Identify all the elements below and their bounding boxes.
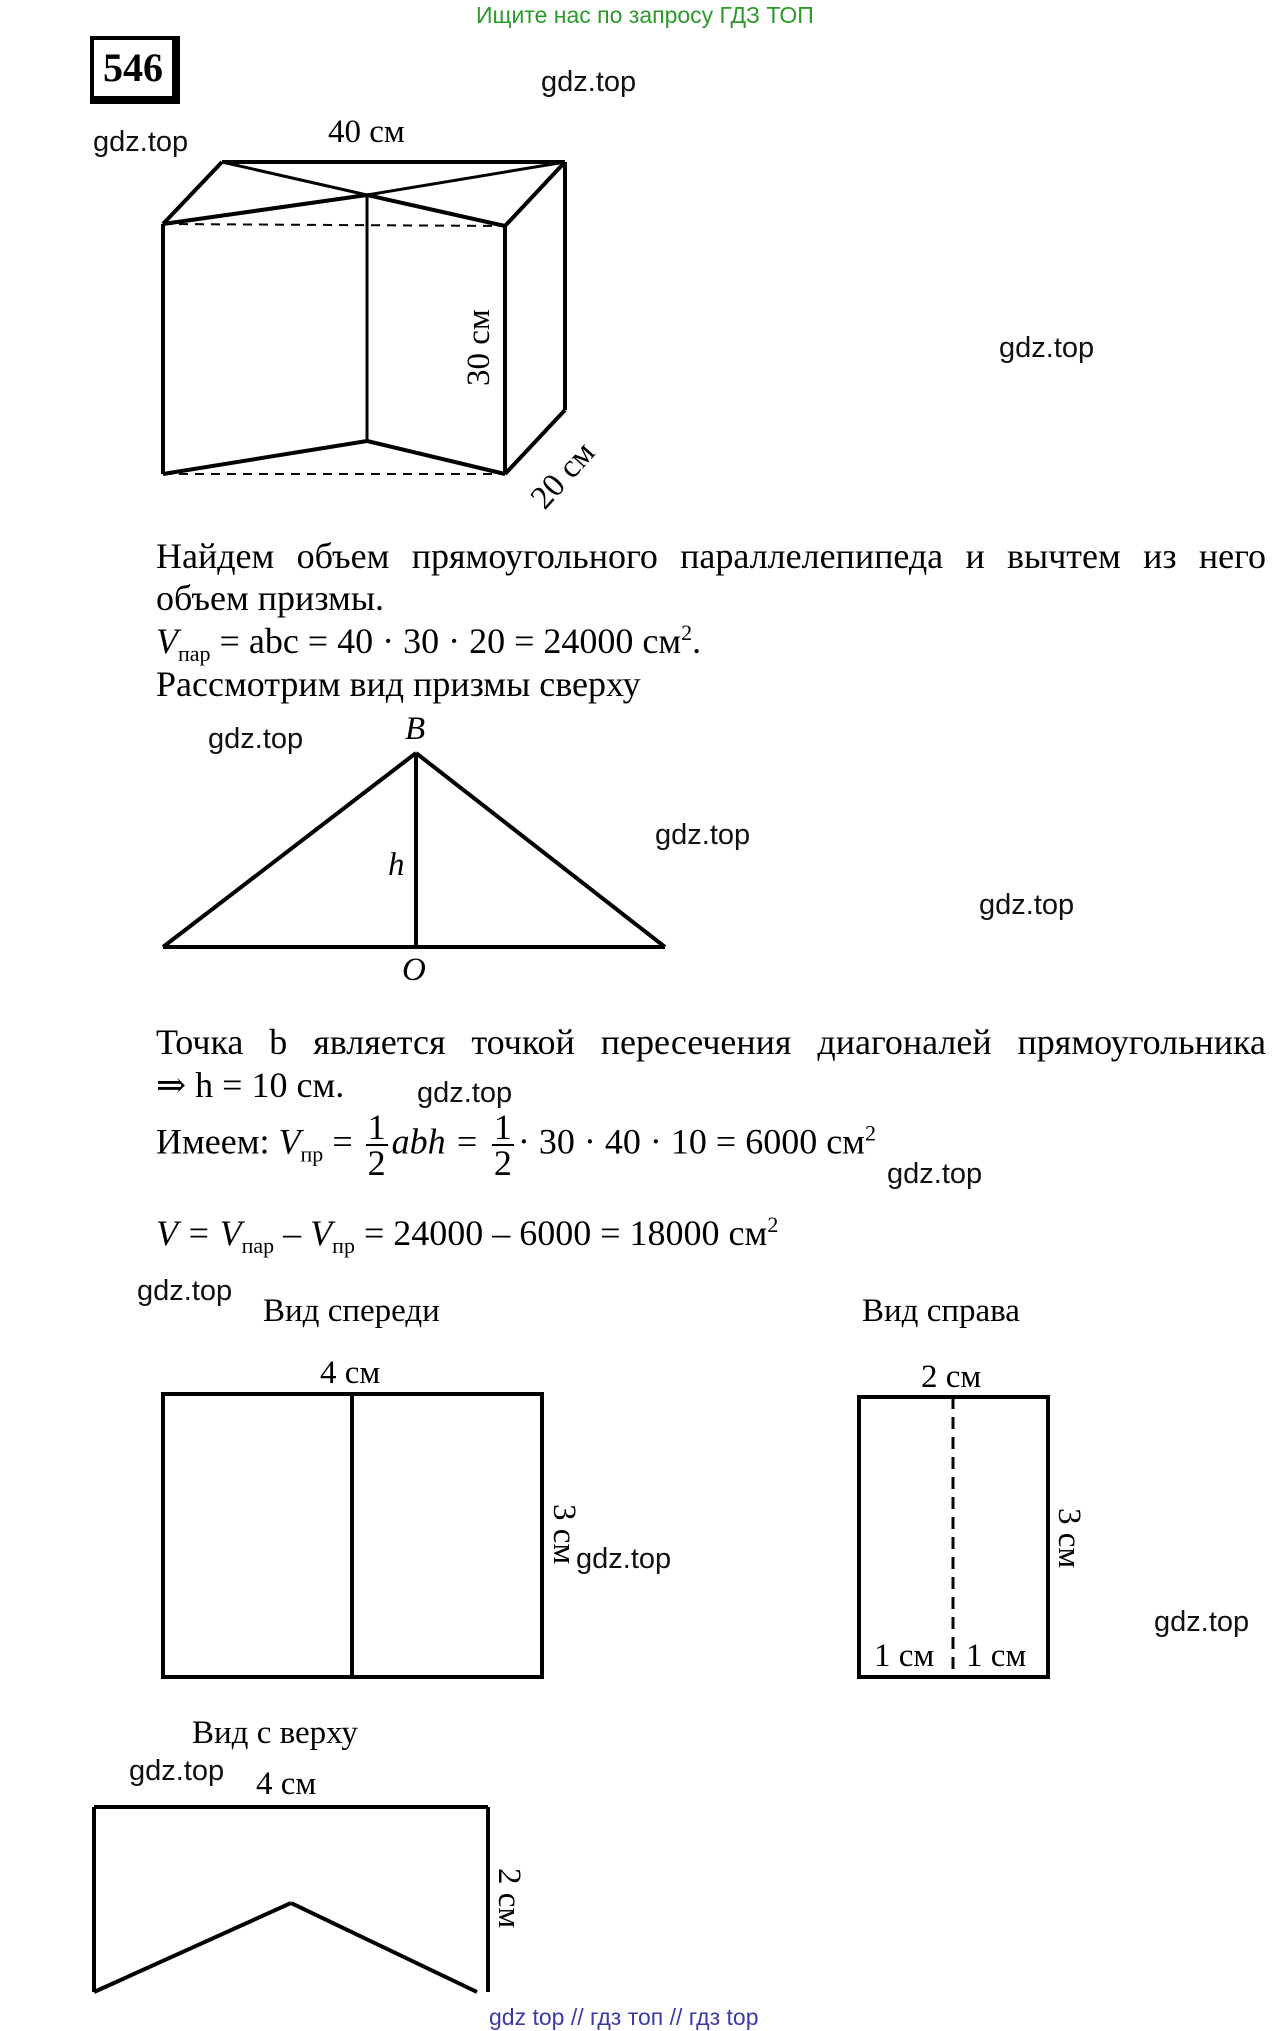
fraction-denominator: 2 — [367, 1143, 386, 1183]
front-view-height: 3 см — [546, 1504, 582, 1565]
fraction — [492, 1107, 514, 1183]
front-view-figure — [163, 1394, 542, 1677]
figure1-depth-label: 20 см — [524, 434, 603, 517]
right-view-width: 2 см — [921, 1359, 982, 1395]
watermark[interactable]: gdz.top — [655, 819, 751, 851]
formula-mid: abh = — [391, 1121, 479, 1162]
watermark[interactable]: gdz.top — [1154, 1606, 1250, 1638]
triangle-apex-label: B — [405, 711, 426, 747]
formula-volume-box — [156, 620, 701, 667]
top-view-title: Вид с верху — [192, 1715, 358, 1751]
front-view-width: 4 см — [320, 1355, 381, 1391]
paragraph-line: ⇒ h = 10 см. — [156, 1065, 345, 1105]
formula-sup: 2 — [864, 1120, 876, 1146]
fraction — [366, 1107, 388, 1183]
watermark[interactable]: gdz.top — [417, 1077, 513, 1109]
top-view-width: 4 см — [256, 1766, 317, 1802]
watermark[interactable]: gdz.top — [541, 66, 637, 98]
watermark[interactable]: gdz.top — [576, 1543, 672, 1575]
formula-rhs: = 24000 – 6000 = 18000 см — [354, 1213, 768, 1253]
watermark[interactable]: gdz.top — [979, 889, 1075, 921]
formula-prefix: Имеем: — [156, 1121, 270, 1162]
triangle-foot-label: O — [402, 952, 426, 988]
paragraph-line: объем призмы. — [156, 578, 385, 618]
watermark[interactable]: gdz.top — [129, 1755, 225, 1787]
formula-sup: 2 — [681, 620, 693, 645]
watermark[interactable]: gdz.top — [999, 332, 1095, 364]
paragraph-line: Точка b является точкой пересечения диагоналей прямоугольника — [156, 1022, 1266, 1062]
watermark[interactable]: gdz.top — [93, 126, 189, 158]
top-view-figure — [94, 1807, 488, 1992]
formula-tail: · 30 · 40 · 10 = 6000 см — [517, 1121, 865, 1162]
front-view-title: Вид спереди — [263, 1293, 440, 1329]
paragraph-line: Найдем объем прямоугольного параллелепипеда и вычтем из него — [156, 536, 1266, 576]
prism-figure — [163, 162, 565, 474]
triangle-figure — [163, 753, 665, 947]
top-view-height: 2 см — [491, 1868, 527, 1929]
formula-sub: пар — [178, 641, 211, 667]
formula-eq: = — [332, 1121, 353, 1162]
formula-var: V — [156, 621, 178, 661]
formula-prism-volume — [156, 1107, 876, 1183]
search-banner[interactable]: Ищите нас по запросу ГДЗ ТОП — [476, 2, 814, 28]
formula-sub: пар — [241, 1233, 275, 1259]
fraction-numerator: 1 — [493, 1107, 512, 1147]
formula-lead: V = V — [156, 1213, 242, 1253]
formula-var: V — [278, 1121, 301, 1162]
footer-links[interactable]: gdz top // гдз топ // гдз top — [489, 2004, 759, 2030]
fraction-denominator: 2 — [493, 1143, 512, 1183]
fraction-numerator: 1 — [367, 1107, 386, 1147]
right-view-height: 3 см — [1051, 1508, 1087, 1569]
right-view-title: Вид справа — [862, 1293, 1020, 1329]
right-view-right-part: 1 см — [966, 1638, 1027, 1674]
watermark[interactable]: gdz.top — [137, 1275, 233, 1307]
formula-sup: 2 — [767, 1212, 779, 1237]
formula-rhs: = abc = 40 · 30 · 20 = 24000 см — [210, 621, 682, 661]
triangle-height-label: h — [388, 847, 405, 883]
right-view-left-part: 1 см — [874, 1638, 935, 1674]
problem-number: 546 — [90, 36, 180, 104]
right-view-figure — [859, 1397, 1048, 1677]
formula-result — [156, 1212, 778, 1259]
figure1-height-label: 30 см — [461, 309, 497, 386]
formula-sub: пр — [300, 1141, 324, 1167]
formula-sub: пр — [332, 1233, 355, 1259]
watermark[interactable]: gdz.top — [208, 723, 304, 755]
formula-tail: . — [692, 621, 702, 661]
paragraph-line: Рассмотрим вид призмы сверху — [156, 664, 641, 704]
watermark[interactable]: gdz.top — [887, 1158, 983, 1190]
formula-minus: – V — [274, 1213, 333, 1253]
figure1-top-label: 40 см — [328, 114, 405, 150]
